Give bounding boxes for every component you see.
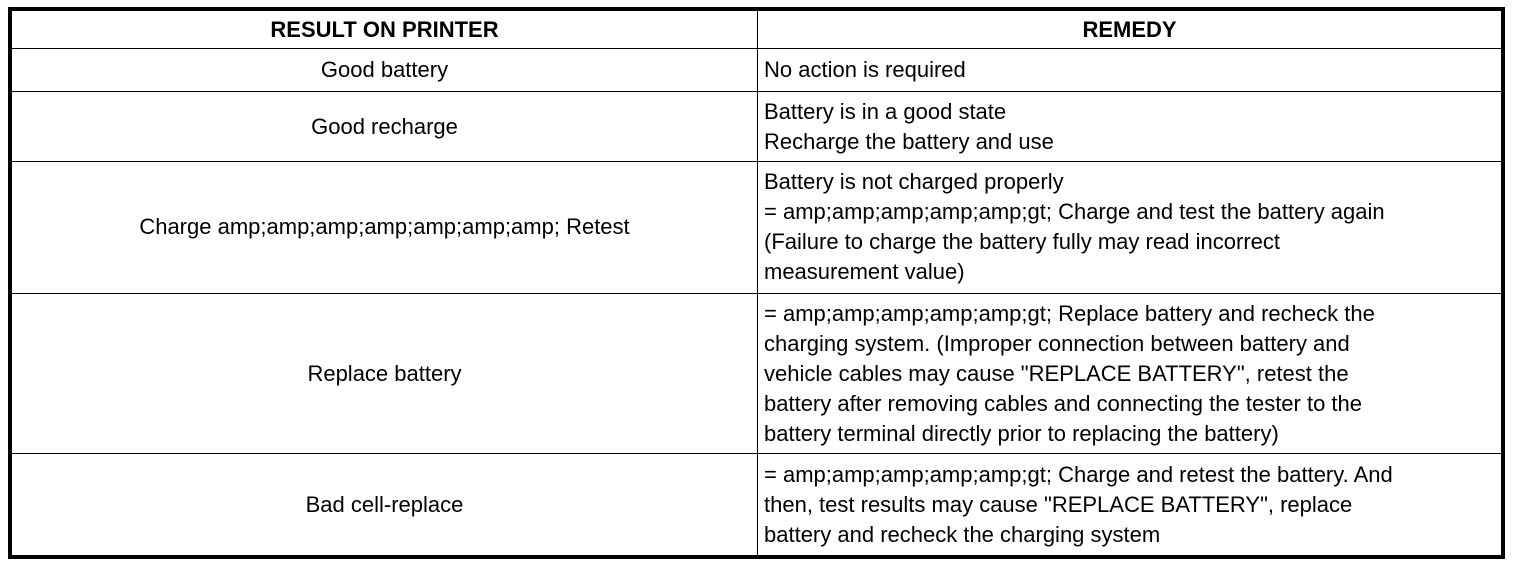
table-row [12,454,1502,556]
table-header-row [12,11,1502,49]
result-cell: Charge amp;amp;amp;amp;amp;amp;amp; Retest [12,161,758,293]
table-row [12,293,1502,453]
result-cell: Replace battery [12,293,758,453]
battery-test-table [8,7,1505,559]
result-cell: Good recharge [12,92,758,162]
remedy-cell: Battery is not charged properly = amp;amp;amp;amp;amp;gt; Charge and test the battery again (Failure to charge the battery fully may read incorrect measurement value) [758,161,1502,293]
table-row [12,92,1502,162]
remedy-cell: = amp;amp;amp;amp;amp;gt; Replace battery and recheck the charging system. (Improper connection between battery and vehicle cables may cause "REPLACE BATTERY", retest the battery after removing cables and connecting the tester to the battery terminal directly prior to replacing the battery) [758,293,1502,453]
header-result-on-printer: RESULT ON PRINTER [12,11,758,49]
result-cell: Good battery [12,49,758,92]
remedy-cell: No action is required [758,49,1502,92]
header-remedy: REMEDY [758,11,1502,49]
remedy-cell: Battery is in a good state Recharge the battery and use [758,92,1502,162]
table-row [12,161,1502,293]
result-remedy-table [11,10,1502,556]
table-row [12,49,1502,92]
remedy-cell: = amp;amp;amp;amp;amp;gt; Charge and retest the battery. And then, test results may cause "REPLACE BATTERY", replace battery and recheck the charging system [758,454,1502,556]
result-cell: Bad cell-replace [12,454,758,556]
